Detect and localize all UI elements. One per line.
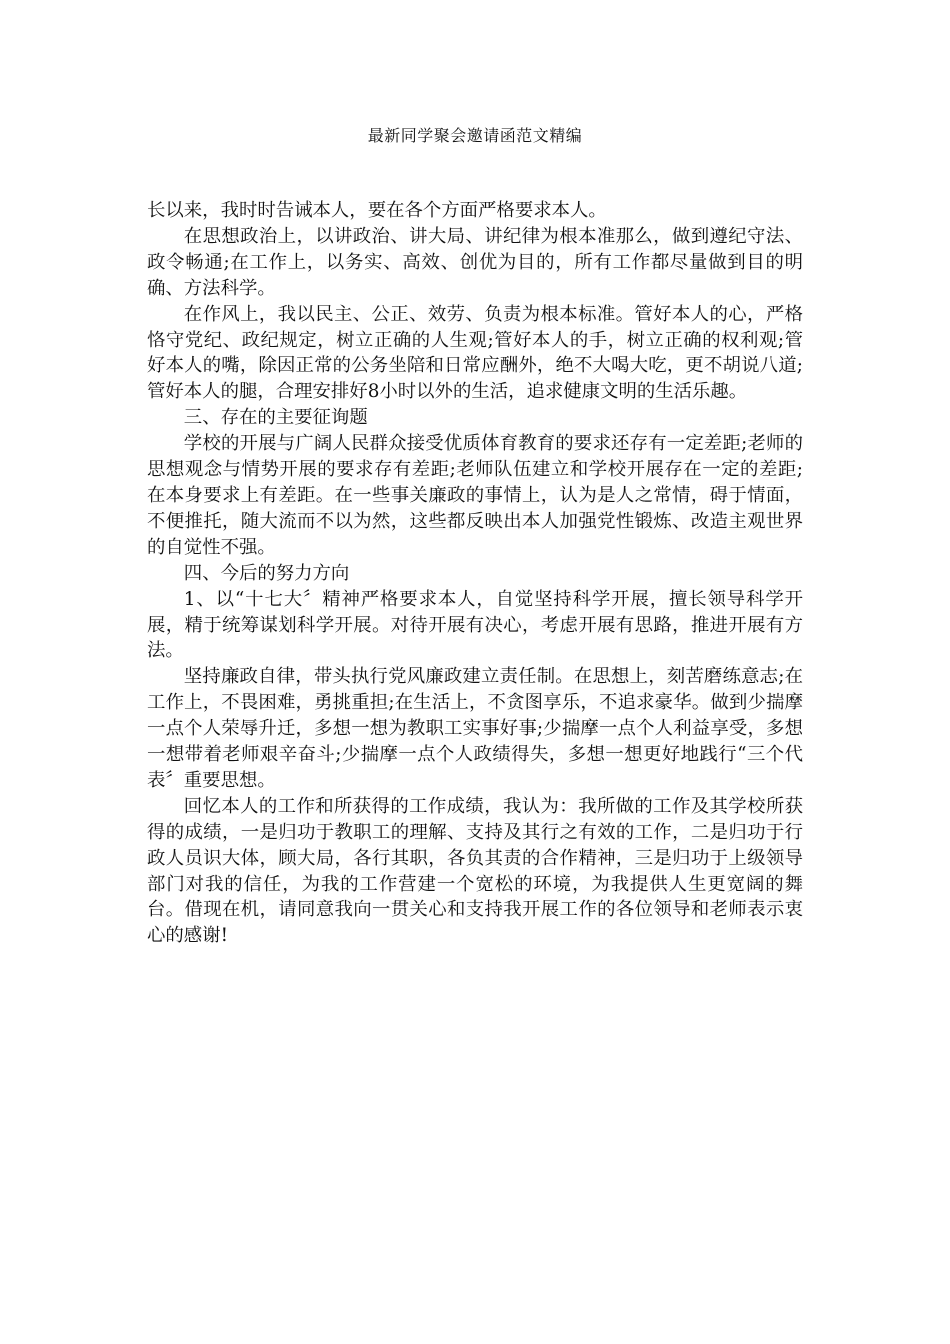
paragraph: 在思想政治上，以讲政治、讲大局、讲纪律为根本准那么，做到遵纪守法、政令畅通;在工作上，以务实、高效、创优为目的，所有工作都尽量做到目的明确、方法科学。 xyxy=(147,225,803,299)
document-body xyxy=(147,198,803,949)
paragraph: 1、以“十七大〞精神严格要求本人，自觉坚持科学开展，擅长领导科学开展，精于统筹谋划科学开展。对待开展有决心，考虑开展有思路，推进开展有方法。 xyxy=(147,588,803,662)
paragraph: 长以来，我时时告诫本人，要在各个方面严格要求本人。 xyxy=(147,200,607,221)
section-heading: 四、今后的努力方向 xyxy=(183,562,350,584)
page-header-title: 最新同学聚会邀请函范文精编 xyxy=(367,126,583,145)
section-heading: 三、存在的主要征询题 xyxy=(183,407,368,429)
paragraph: 学校的开展与广阔人民群众接受优质体育教育的要求还存有一定差距;老师的思想观念与情势开展的要求存有差距;老师队伍建立和学校开展存在一定的差距;在本身要求上有差距。在一些事关廉政的事情上，认为是人之常情，碍于情面，不便推托，随大流而不以为然，这些都反映出本人加强党性锻炼、改造主观世界的自觉性不强。 xyxy=(147,433,803,558)
paragraph: 在作风上，我以民主、公正、效劳、负责为根本标准。管好本人的心，严格恪守党纪、政纪规定，树立正确的人生观;管好本人的手，树立正确的权利观;管好本人的嘴，除因正常的公务坐陪和日常应酬外，绝不大喝大吃，更不胡说八道;管好本人的腿，合理安排好8小时以外的生活，追求健康文明的生活乐趣。 xyxy=(147,303,803,403)
paragraph: 回忆本人的工作和所获得的工作成绩，我认为：我所做的工作及其学校所获得的成绩，一是归功于教职工的理解、支持及其行之有效的工作，二是归功于行政人员识大体，顾大局，各行其职，各负其责的合作精神，三是归功于上级领导部门对我的信任，为我的工作营建一个宽松的环境，为我提供人生更宽阔的舞台。借现在机，请同意我向一贯关心和支持我开展工作的各位领导和老师表示衷心的感谢! xyxy=(147,795,803,947)
paragraph: 坚持廉政自律，带头执行党风廉政建立责任制。在思想上，刻苦磨练意志;在工作上，不畏困难，勇挑重担;在生活上，不贪图享乐，不追求豪华。做到少揣摩一点个人荣辱升迁，多想一想为教职工实事好事;少揣摩一点个人利益享受，多想一想带着老师艰辛奋斗;少揣摩一点个人政绩得失，多想一想更好地践行“三个代表〞重要思想。 xyxy=(147,666,803,791)
